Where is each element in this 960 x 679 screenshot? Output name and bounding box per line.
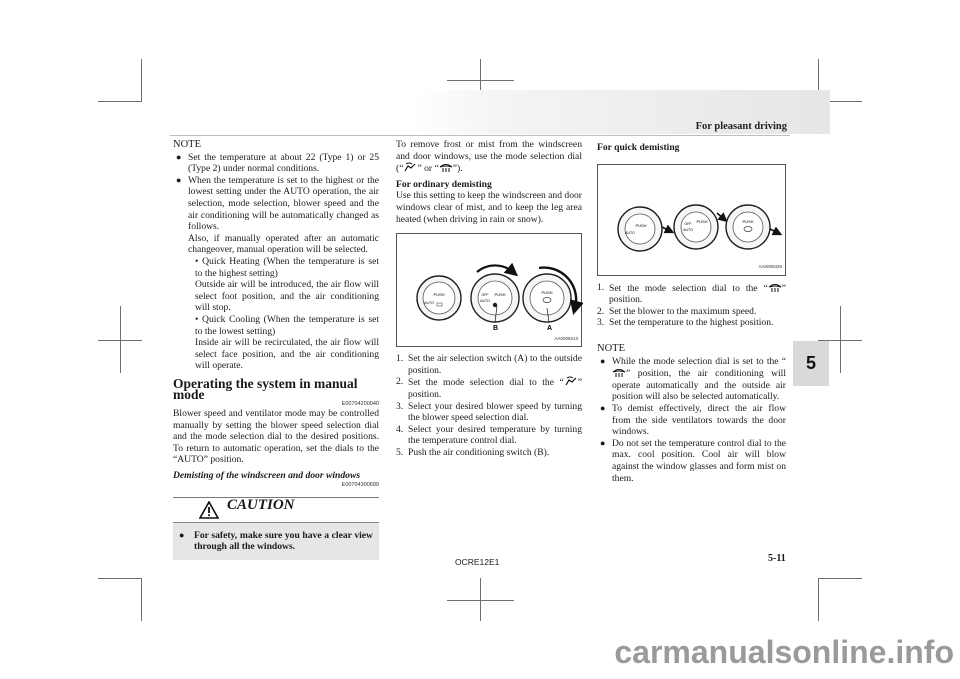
intro-text: ” or “ xyxy=(417,163,439,175)
dial-auto-label: AUTO xyxy=(625,230,635,235)
figure-quick-demist xyxy=(597,164,786,276)
defrost-foot-icon xyxy=(564,376,578,387)
dial-push-label: PUSH xyxy=(433,292,445,298)
note-bullet: ● Do not set the temperature control dial to the max. cool position. Cool air will blow against the window glasses and form mist on them. xyxy=(600,437,786,484)
list-item: 3. Select your desired blower speed by turning the blower speed selection dial. xyxy=(396,400,582,424)
crop-mark xyxy=(141,59,142,102)
caution-body xyxy=(173,522,379,560)
caution-text: For safety, make sure you have a clear view through all the windows. xyxy=(194,529,373,553)
dial-right xyxy=(726,205,778,249)
list-item: 2. Set the blower to the maximum speed. xyxy=(597,305,757,317)
caution-box xyxy=(173,497,379,560)
column-left xyxy=(173,139,379,560)
sub-item xyxy=(173,314,379,372)
defrost-icon xyxy=(612,367,626,378)
defrost-icon xyxy=(439,162,453,173)
list-item: 3. Set the temperature to the highest position. xyxy=(597,317,774,329)
column-right xyxy=(597,139,786,484)
header-rule xyxy=(170,135,790,136)
chapter-tab: 5 xyxy=(793,341,829,386)
list-item: 1. Set the mode selection dial to the “ ” position. xyxy=(597,281,786,306)
dial-auto-label: AUTO xyxy=(424,301,434,306)
dial-auto-label: AUTO xyxy=(683,227,693,232)
list-item: 5. Push the air conditioning switch (B). xyxy=(396,446,550,458)
defrost-foot-icon xyxy=(403,162,417,173)
dial-off-label: OFF xyxy=(684,221,692,226)
ac-panel-illustration xyxy=(598,165,787,275)
crop-mark xyxy=(98,340,142,341)
dial-push-label: PUSH xyxy=(696,218,708,224)
quick-steps xyxy=(597,282,786,329)
figure-code: AA0008326 xyxy=(758,264,782,269)
crop-mark xyxy=(818,578,862,579)
note-label: NOTE xyxy=(173,139,201,150)
column-middle xyxy=(396,139,582,459)
caution-header xyxy=(173,498,379,522)
note-label: NOTE xyxy=(597,342,625,354)
sub-item-lead: • Quick Heating (When the temperature is set to the highest setting) xyxy=(195,255,379,279)
note-text: When the temperature is set to the highest or the lowest setting under the AUTO operation, the air selection, mode selection, blower speed and the air conditioning will be automatically changed as follows. xyxy=(188,174,379,233)
crop-mark xyxy=(98,578,142,579)
note-bullet: ● While the mode selection dial is set to the “” position, the air conditioning will operate automatically and the outside air position will also be selected automatically. xyxy=(600,355,786,403)
label-b: B xyxy=(493,325,499,333)
crop-mark xyxy=(447,600,514,601)
dial-left xyxy=(618,207,670,251)
note-bullet: ● To demist effectively, direct the air flow from the side ventilators towards the door windows. xyxy=(600,402,786,438)
dial-middle xyxy=(674,205,724,249)
sub-item-lead: • Quick Cooling (When the temperature is set to the lowest setting) xyxy=(195,313,379,337)
section-title: Operating the system in manual mode xyxy=(173,375,358,403)
label-a: A xyxy=(547,325,553,333)
crop-mark xyxy=(141,578,142,621)
footer-page-number: 5-11 xyxy=(768,553,786,564)
bullet-dot-icon: ● xyxy=(179,529,185,540)
crop-mark xyxy=(818,578,819,621)
demist-title: Demisting of the windscreen and door windows xyxy=(173,470,361,482)
dial-off-label: OFF xyxy=(481,293,489,298)
bullet-dot-icon: ● xyxy=(600,402,606,413)
intro-paragraph xyxy=(396,139,582,175)
dial-right xyxy=(523,268,576,322)
bullet-dot-icon: ● xyxy=(176,174,182,185)
sub-item-detail: Outside air will be introduced, the air flow will select foot position, and the air conditioning will stop. xyxy=(195,279,379,314)
demist-code: E00704300689 xyxy=(341,481,379,488)
dial-middle xyxy=(471,266,519,323)
note-bullet xyxy=(173,152,379,175)
note-text: Also, if manually operated after an automatic changeover, manual operation will be selected. xyxy=(188,232,379,256)
watermark: carmanualsonline.info xyxy=(614,634,954,670)
note-continuation xyxy=(173,233,379,256)
ordinary-steps xyxy=(396,353,582,458)
intro-text: To remove frost or mist from the windscreen and door windows, use the mode selection dial (“ xyxy=(396,139,582,175)
list-item: 1. Set the air selection switch (A) to the outside position. xyxy=(396,353,582,376)
note-bullet xyxy=(173,175,379,233)
ordinary-demisting-body: Use this setting to keep the windscreen and door windows clear of mist, and to keep the leg area heated (when driving in rain or snow). xyxy=(396,190,582,225)
footer-doc-code: OCRE12E1 xyxy=(455,557,500,567)
bullet-dot-icon: ● xyxy=(600,437,606,448)
figure-ac-panel xyxy=(396,233,582,347)
figure-code: AA0008213 xyxy=(554,335,578,341)
bullet-dot-icon: ● xyxy=(176,151,182,162)
dial-auto-label: AUTO xyxy=(480,299,490,304)
defrost-icon xyxy=(768,282,782,293)
dial-push-label: PUSH xyxy=(742,218,754,224)
crop-mark xyxy=(98,101,142,102)
list-item: 2. Set the mode selection dial to the “ ” position. xyxy=(396,376,582,400)
bullet-dot-icon: ● xyxy=(600,355,606,366)
dial-push-label: PUSH xyxy=(494,292,506,298)
crop-mark xyxy=(447,80,514,81)
caution-title: CAUTION xyxy=(227,496,295,513)
intro-text: ”). xyxy=(452,163,463,175)
dial-left xyxy=(417,276,461,320)
list-item: 4. Select your desired temperature by turning the temperature control dial. xyxy=(396,423,582,447)
warning-triangle-icon xyxy=(199,501,219,519)
sub-item-detail: Inside air will be recirculated, the air flow will select face position, and the air conditioning will operate. xyxy=(195,337,379,372)
note-text: Set the temperature at about 22 (Type 1) or 25 (Type 2) under normal conditions. xyxy=(188,151,379,175)
section-body: Blower speed and ventilator mode may be controlled manually by setting the blower speed selection dial and the mode selection dial to the desired positions. To return to automatic operation, set the dials to the “AUTO” position. xyxy=(173,408,379,466)
page-header-title: For pleasant driving xyxy=(695,121,787,132)
sub-item xyxy=(173,256,379,314)
ac-panel-illustration xyxy=(397,234,583,346)
dial-push-label: PUSH xyxy=(635,222,647,228)
section-code: E00704200040 xyxy=(341,401,379,408)
quick-demisting-title: For quick demisting xyxy=(597,142,680,153)
ordinary-demisting-title: For ordinary demisting xyxy=(396,178,492,190)
dial-push-label: PUSH xyxy=(541,290,553,296)
